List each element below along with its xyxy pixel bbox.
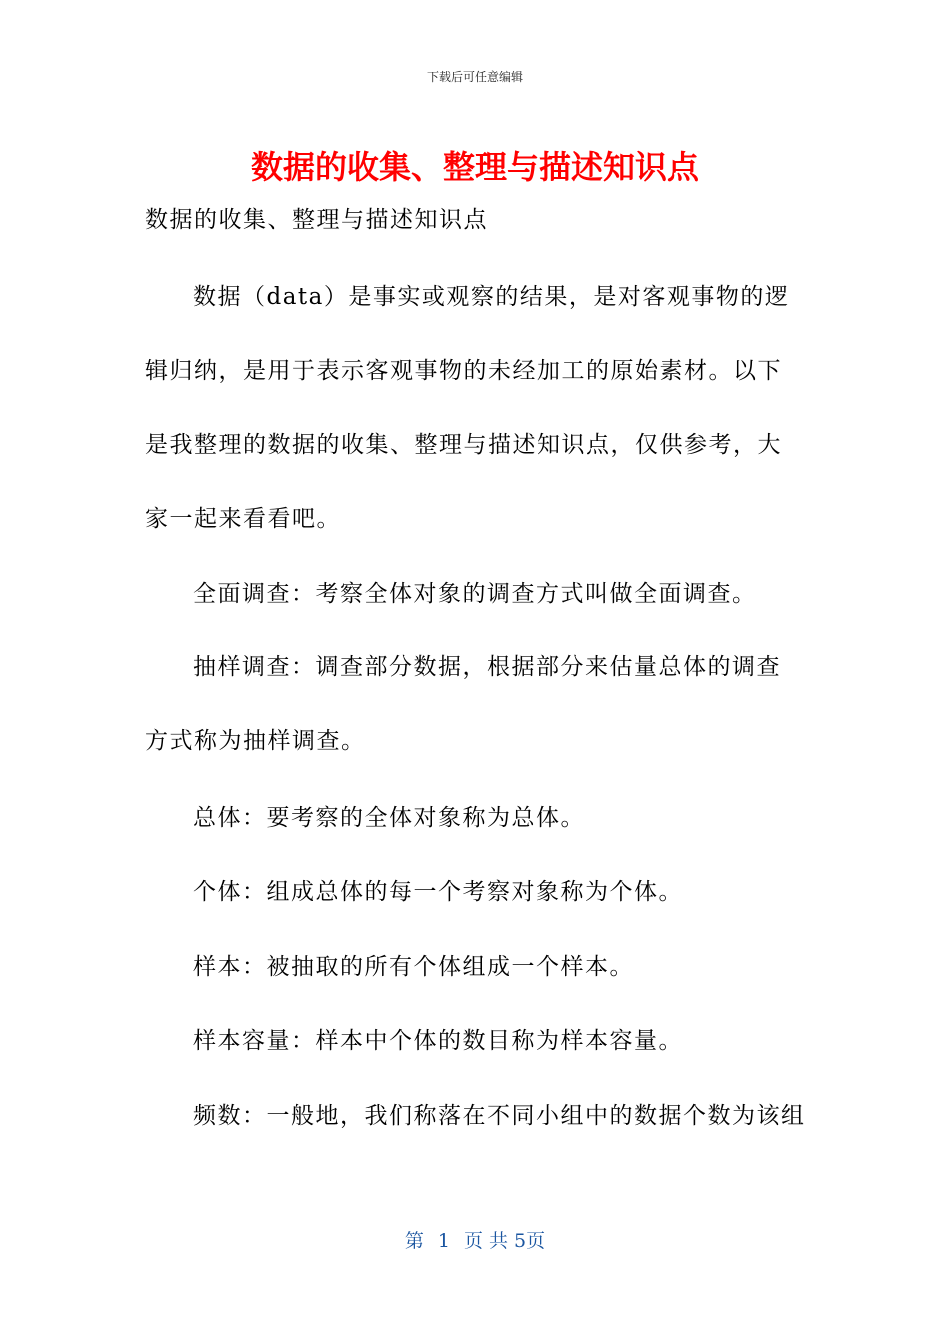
header-note: 下载后可任意编辑 bbox=[426, 70, 523, 84]
page-footer bbox=[0, 1226, 950, 1253]
footer-prefix: 第 bbox=[404, 1230, 424, 1252]
paragraph-frequency: 频数：一般地，我们称落在不同小组中的数据个数为该组 bbox=[193, 1103, 806, 1129]
footer-current-page: 1 bbox=[437, 1230, 450, 1252]
page-title: 数据的收集、整理与描述知识点 bbox=[250, 148, 699, 186]
paragraph-population: 总体：要考察的全体对象称为总体。 bbox=[193, 805, 585, 831]
paragraph-sample-survey: 抽样调查：调查部分数据，根据部分来估量总体的调查方式称为抽样调查。 bbox=[145, 654, 781, 754]
paragraph-sample-size: 样本容量：样本中个体的数目称为样本容量。 bbox=[193, 1028, 683, 1054]
document-subtitle: 数据的收集、整理与描述知识点 bbox=[145, 207, 488, 233]
paragraph-intro: 数据（data）是事实或观察的结果，是对客观事物的逻辑归纳，是用于表示客观事物的未经加工的原始素材。以下是我整理的数据的收集、整理与描述知识点，仅供参考，大家一起来看看吧。 bbox=[145, 284, 790, 532]
paragraph-sample: 样本：被抽取的所有个体组成一个样本。 bbox=[193, 954, 634, 980]
footer-middle: 页 共 bbox=[463, 1230, 508, 1252]
paragraph-full-survey: 全面调查：考察全体对象的调查方式叫做全面调查。 bbox=[193, 581, 757, 607]
paragraph-individual: 个体：组成总体的每一个考察对象称为个体。 bbox=[193, 879, 683, 905]
footer-total-pages: 5页 bbox=[514, 1230, 546, 1252]
